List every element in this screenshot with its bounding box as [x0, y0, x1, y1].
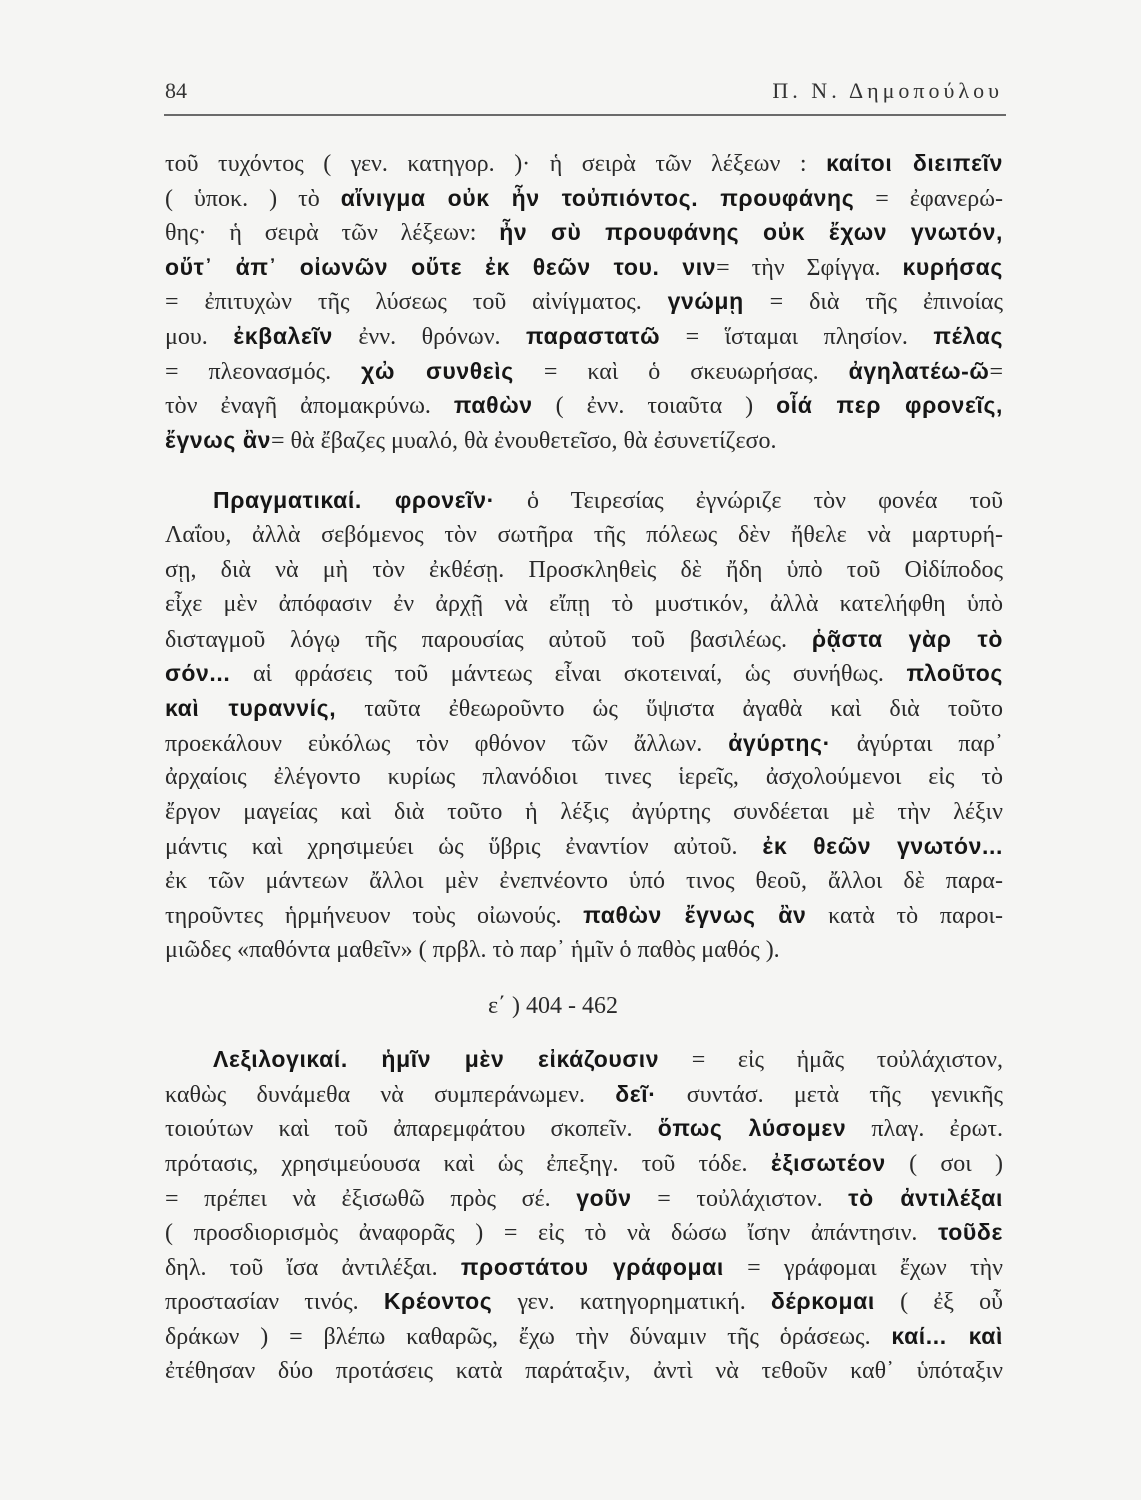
commentary-text: τοιούτων καὶ τοῦ ἀπαρεμφάτου σκοπεῖν.	[165, 1116, 658, 1143]
headword-term: παθὼν ἔγνως ἂν	[583, 902, 807, 929]
commentary-text: πρότασις, χρησιμεύουσα καὶ ὡς ἐπεξηγ. τοῦ τόδε.	[165, 1151, 771, 1178]
text-line	[165, 146, 1003, 181]
commentary-text: θης· ἡ σειρὰ τῶν λέξεων:	[165, 220, 500, 247]
commentary-text: ἐτέθησαν δύο προτάσεις κατὰ παράταξιν, ἀντὶ νὰ τεθοῦν καθ᾽ ὑπόταξιν	[165, 1357, 1003, 1384]
headword-term: καὶ τυραννίς,	[165, 694, 337, 721]
commentary-text: ( σοι )	[885, 1151, 1003, 1178]
text-body	[165, 146, 1003, 1388]
headword-term: δεῖ·	[615, 1080, 657, 1107]
commentary-text: αἱ φράσεις τοῦ μάντεως εἶναι σκοτειναί, ὡς συνήθως.	[230, 661, 907, 688]
paragraph-pragmatikai	[165, 483, 1003, 967]
headword-term: παραστατῶ	[526, 322, 661, 349]
commentary-text: ( ἐνν. τοιαῦτα )	[532, 393, 777, 420]
commentary-text: = καὶ ὁ σκευωρήσας.	[513, 358, 849, 385]
commentary-text: γεν. κατηγορηματική.	[492, 1289, 771, 1316]
commentary-text: τοῦ τυχόντος ( γεν. κατηγορ. )· ἡ σειρὰ τῶν λέξεων :	[165, 151, 827, 177]
headword-term: ῥᾷστα γὰρ τὸ	[811, 625, 1004, 652]
text-line	[165, 829, 1003, 864]
text-line	[165, 1250, 1003, 1285]
headword-term: Κρέοντος	[383, 1288, 493, 1315]
text-line	[165, 1181, 1003, 1216]
text-line	[165, 181, 1003, 216]
running-title: Π. Ν. Δημοπούλου	[772, 78, 1003, 103]
commentary-text: ( ὑποκ. ) τὸ	[165, 185, 341, 212]
text-line	[165, 898, 1003, 933]
page-header	[165, 76, 1003, 106]
commentary-text: πλαγ. ἐρωτ.	[846, 1116, 1004, 1143]
commentary-text: ἐκ τῶν μάντεων ἄλλοι μὲν ἐνεπνέοντο ὑπό τινος θεοῦ, ἄλλοι δὲ παρα-	[165, 867, 1003, 894]
text-line	[165, 284, 1003, 319]
commentary-text: τηροῦντες ἡρμήνευον τοὺς οἰωνούς.	[165, 903, 584, 930]
commentary-text: = ἐφανερώ-	[854, 185, 1004, 212]
headword-term: ἐκ θεῶν γνωτόν...	[762, 833, 1004, 860]
headword-term: Λεξιλογικαί. ἡμῖν μὲν εἰκάζουσιν	[213, 1046, 660, 1073]
commentary-text: δράκων ) = βλέπω καθαρῶς, ἔχω τὴν δύναμιν τῆς ὁράσεως.	[165, 1324, 892, 1350]
text-line	[165, 423, 1003, 458]
text-line	[165, 518, 1003, 553]
text-line	[165, 933, 1003, 968]
commentary-text: δηλ. τοῦ ἴσα ἀντιλέξαι.	[165, 1254, 461, 1281]
commentary-text: ἔργον μαγείας καὶ διὰ τοῦτο ἡ λέξις ἀγύρτης συνδέεται μὲ τὴν λέξιν	[165, 798, 1003, 825]
commentary-text: = ἐπιτυχὼν τῆς λύσεως τοῦ αἰνίγματος.	[165, 289, 668, 316]
text-line	[165, 250, 1003, 285]
paragraph-lexilogikai	[165, 1042, 1003, 1388]
headword-term: ἀγηλατέω-ῶ	[848, 357, 990, 384]
commentary-text: μιῶδες «παθόντα μαθεῖν» ( πρβλ. τὸ παρ᾽ ἡμῖν ὁ παθὸς μαθός ).	[165, 937, 780, 964]
text-line	[165, 864, 1003, 899]
headword-term: ἐξισωτέον	[770, 1150, 886, 1177]
text-line	[165, 319, 1003, 354]
commentary-text: συντάσ. μετὰ τῆς γενικῆς	[656, 1081, 1003, 1108]
commentary-text: κατὰ τὸ παροι-	[806, 903, 1004, 930]
commentary-text: =	[989, 358, 1003, 385]
commentary-text: = τοὐλάχιστον.	[631, 1185, 849, 1212]
headword-term: οἷά περ φρονεῖς,	[776, 392, 1003, 419]
headword-term: αἴνιγμα οὐκ ἦν τοὐπιόντος. προυφάνης	[340, 184, 855, 211]
commentary-text: καθὼς δυνάμεθα νὰ συμπεράνωμεν.	[165, 1081, 616, 1108]
text-line	[165, 354, 1003, 389]
commentary-text: μου.	[165, 323, 234, 350]
headword-term: τοῦδε	[938, 1219, 1003, 1246]
headword-term: Πραγματικαί. φρονεῖν·	[213, 487, 495, 514]
text-line	[165, 622, 1003, 657]
headword-term: γνώμῃ	[667, 288, 744, 315]
headword-term: παθὼν	[453, 392, 533, 419]
commentary-text: δισταγμοῦ λόγῳ τῆς παρουσίας αὐτοῦ τοῦ βασιλέως.	[165, 626, 812, 653]
headword-term: κυρήσας	[902, 253, 1003, 280]
text-line	[165, 1042, 1003, 1077]
text-line	[165, 691, 1003, 726]
text-line	[165, 483, 1003, 518]
text-line	[165, 215, 1003, 250]
section-heading: ε΄ ) 404 - 462	[487, 992, 619, 1019]
commentary-text: Λαΐου, ἀλλὰ σεβόμενος τὸν σωτῆρα τῆς πόλεως δὲν ἤθελε νὰ μαρτυρή-	[165, 521, 1003, 548]
headword-term: δέρκομαι	[770, 1288, 875, 1315]
commentary-text: προεκάλουν εὐκόλως τὸν φθόνον τῶν ἄλλων.	[165, 730, 729, 757]
commentary-text: = εἰς ἡμᾶς τοὐλάχιστον,	[659, 1047, 1003, 1074]
commentary-text: = διὰ τῆς ἐπινοίας	[743, 289, 1003, 316]
text-line	[165, 1111, 1003, 1146]
text-line	[165, 1284, 1003, 1319]
text-line	[165, 795, 1003, 830]
headword-term: ἦν σὺ προυφάνης οὐκ ἔχων γνωτόν,	[499, 219, 1003, 246]
headword-term: πέλας	[933, 322, 1004, 349]
text-line	[165, 1077, 1003, 1112]
headword-term: σόν...	[165, 660, 231, 687]
commentary-text: εἶχε μὲν ἀπόφασιν ἐν ἀρχῇ νὰ εἴπῃ τὸ μυστικόν, ἀλλὰ κατελήφθη ὑπὸ	[165, 591, 1003, 618]
commentary-text: ἐνν. θρόνων.	[332, 323, 527, 350]
header-rule	[164, 114, 1006, 116]
commentary-text: = ἵσταμαι πλησίον.	[660, 323, 934, 350]
headword-term: πλοῦτος	[906, 660, 1003, 687]
headword-term: ἐκβαλεῖν	[233, 322, 333, 349]
headword-term: οὔτ᾽ ἀπ᾽ οἰωνῶν οὔτε ἐκ θεῶν του. νιν	[165, 253, 717, 280]
headword-term: ἔγνως ἂν	[165, 426, 272, 453]
text-line	[165, 1354, 1003, 1389]
text-line	[165, 1215, 1003, 1250]
headword-term: ἀγύρτης·	[728, 729, 831, 756]
text-line	[165, 760, 1003, 795]
commentary-text: = πλεονασμός.	[165, 358, 362, 385]
text-line	[165, 726, 1003, 761]
headword-term: τὸ ἀντιλέξαι	[848, 1184, 1003, 1211]
headword-term: χὠ συνθεὶς	[361, 357, 514, 384]
commentary-text: = γράφομαι ἔχων τὴν	[723, 1254, 1004, 1281]
commentary-text: ἀγύρται παρ᾽	[830, 730, 1003, 757]
commentary-text: ταῦτα ἐθεωροῦντο ὡς ὕψιστα ἀγαθὰ καὶ διὰ τοῦτο	[336, 695, 1003, 722]
commentary-text: ἀρχαίοις ἐλέγοντο κυρίως πλανόδιοι τινες ἱερεῖς, ἀσχολούμενοι εἰς τὸ	[165, 764, 1003, 791]
headword-term: καί... καὶ	[891, 1323, 1003, 1349]
commentary-text: = τὴν Σφίγγα.	[716, 254, 903, 281]
headword-term: ὅπως λύσομεν	[657, 1115, 847, 1142]
commentary-text: = θὰ ἔβαζες μυαλό, θὰ ἐνουθετεῖσο, θὰ ἐσυνετίζεσο.	[271, 427, 777, 454]
headword-term: γοῦν	[576, 1184, 632, 1211]
commentary-text: προστασίαν τινός.	[165, 1289, 384, 1316]
commentary-text: τὸν ἐναγῆ ἀπομακρύνω.	[165, 393, 454, 420]
page-number: 84	[165, 78, 187, 103]
text-line	[165, 388, 1003, 423]
text-line	[165, 553, 1003, 588]
paragraph-continued	[165, 146, 1003, 457]
headword-term: προστάτου γράφομαι	[460, 1253, 724, 1280]
commentary-text: μάντις καὶ χρησιμεύει ὡς ὕβρις ἐναντίον αὐτοῦ.	[165, 834, 763, 861]
text-line	[165, 1146, 1003, 1181]
text-line	[165, 587, 1003, 622]
commentary-text: σῃ, διὰ νὰ μὴ τὸν ἐκθέσῃ. Προσκληθεὶς δὲ ἤδη ὑπὸ τοῦ Οἰδίποδος	[165, 556, 1003, 583]
headword-term: καίτοι διειπεῖν	[826, 150, 1003, 176]
commentary-text: ὁ Τειρεσίας ἐγνώριζε τὸν φονέα τοῦ	[494, 488, 1004, 515]
commentary-text: ( ἐξ οὗ	[874, 1289, 1003, 1316]
text-line	[165, 656, 1003, 691]
commentary-text: ( προσδιορισμὸς ἀναφορᾶς ) = εἰς τὸ νὰ δώσω ἴσην ἀπάντησιν.	[165, 1220, 939, 1247]
commentary-text: = πρέπει νὰ ἐξισωθῶ πρὸς σέ.	[165, 1185, 577, 1212]
text-line	[165, 1319, 1003, 1354]
